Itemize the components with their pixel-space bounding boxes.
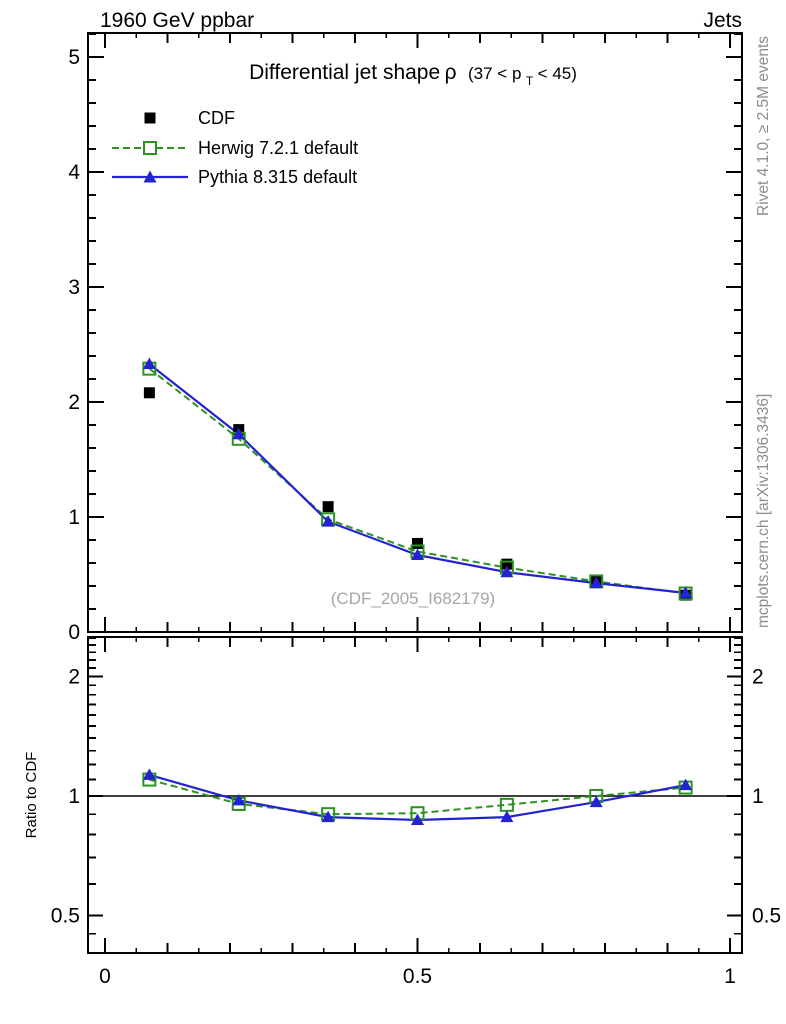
cdf-data-point	[323, 501, 334, 512]
legend	[112, 108, 358, 187]
ratio-y-tick-label-right: 2	[752, 665, 764, 689]
mcplots-arxiv-note: mcplots.cern.ch [arXiv:1306.3436]	[755, 393, 772, 628]
legend-item-pythia	[112, 167, 357, 187]
analysis-id-watermark: (CDF_2005_I682179)	[330, 589, 496, 608]
ratio-y-tick-label-left: 2	[68, 665, 80, 689]
herwig-marker-icon	[144, 142, 156, 154]
legend-item-herwig	[112, 138, 358, 158]
legend-item-cdf	[145, 108, 236, 128]
header-analysis-label: Jets	[703, 9, 742, 32]
plot-title-cut-end: < 45)	[537, 64, 577, 83]
ratio-panel-frame	[88, 637, 742, 953]
main-y-tick-label: 0	[68, 621, 80, 644]
main-y-tick-label: 5	[68, 46, 80, 69]
main-y-tick-label: 3	[68, 276, 80, 299]
main-y-tick-label: 2	[68, 391, 80, 414]
legend-label-pythia: Pythia 8.315 default	[198, 167, 358, 187]
cdf-data-point	[144, 387, 155, 398]
ratio-y-tick-label-left: 1	[68, 785, 80, 808]
x-tick-label: 0	[99, 965, 111, 988]
ratio-y-tick-label-left: 0.5	[50, 904, 80, 928]
legend-label-herwig: Herwig 7.2.1 default	[198, 138, 359, 158]
main-y-tick-label: 4	[68, 161, 80, 184]
x-tick-label: 1	[724, 965, 736, 988]
cdf-data-point	[412, 538, 423, 549]
axis-ticks	[88, 33, 742, 953]
ratio-y-tick-label-right: 0.5	[752, 904, 782, 928]
cdf-marker-icon	[145, 113, 156, 124]
axis-tick-labels	[51, 46, 781, 988]
ratio-y-tick-label-right: 1	[752, 785, 764, 808]
plot-title	[249, 61, 577, 89]
plot-title-cut-subscript: T	[525, 74, 534, 88]
header-beam-label: 1960 GeV ppbar	[100, 9, 255, 32]
main-y-tick-label: 1	[68, 506, 80, 529]
rivet-version-note: Rivet 4.1.0, ≥ 2.5M events	[755, 36, 772, 216]
plot-title-text: Differential jet shape	[249, 61, 441, 84]
plot-title-cut: (37 < p	[468, 64, 522, 83]
pythia-ratio-point	[679, 779, 692, 791]
x-tick-label: 0.5	[402, 965, 433, 988]
legend-label-cdf: CDF	[198, 108, 235, 128]
plot-title-rho: ρ	[444, 61, 457, 84]
pythia-line-ratio	[149, 775, 685, 820]
ratio-axis-label: Ratio to CDF	[23, 751, 40, 839]
